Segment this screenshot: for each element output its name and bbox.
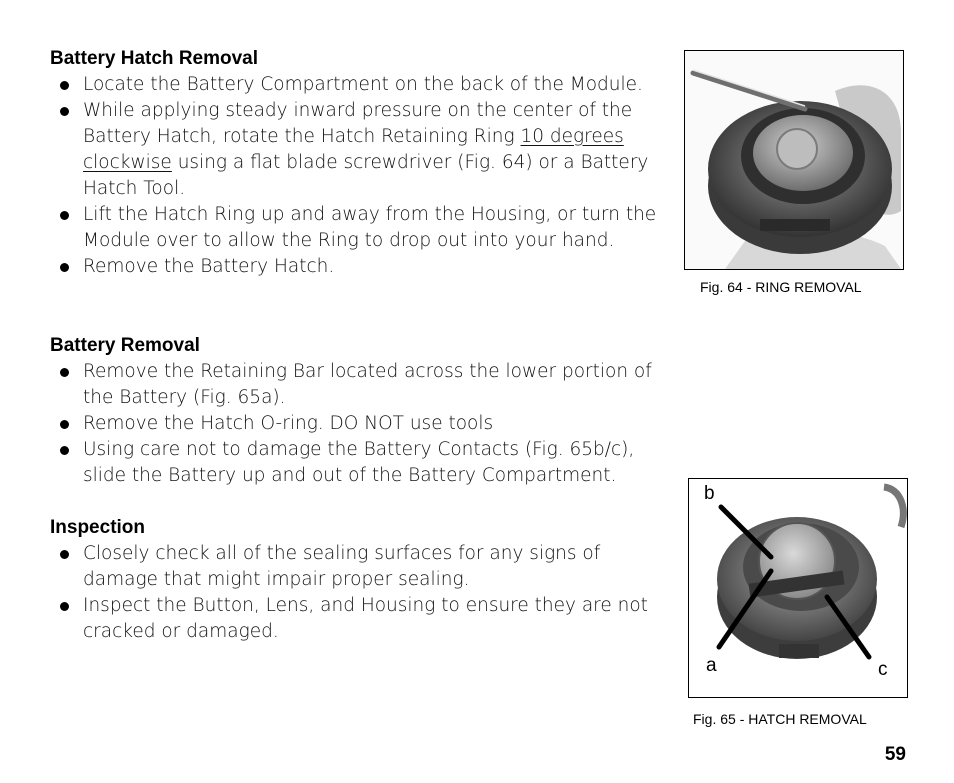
heading-inspection: Inspection bbox=[50, 517, 146, 538]
callout-label-c: c bbox=[878, 659, 888, 680]
list-item-text: Remove the Retaining Bar located across the lower portion of the Battery (Fig. 65a). bbox=[83, 361, 652, 408]
callout-label-a: a bbox=[706, 655, 717, 676]
list-item-text: Remove the Hatch O-ring. DO NOT use tools bbox=[83, 413, 494, 434]
bullet-icon bbox=[60, 420, 69, 429]
list-item-text: Inspect the Button, Lens, and Housing to ensure they are not cracked or damaged. bbox=[83, 595, 648, 642]
page-number: 59 bbox=[884, 744, 906, 765]
figure-64-caption: Fig. 64 - RING REMOVAL bbox=[700, 279, 862, 295]
module-hatch-removal-illustration bbox=[689, 479, 907, 697]
list-item bbox=[50, 411, 670, 437]
bullet-icon bbox=[60, 81, 69, 90]
list-item bbox=[50, 72, 670, 98]
bullet-icon bbox=[60, 107, 69, 116]
bullet-icon bbox=[60, 368, 69, 377]
list-item-text: Locate the Battery Compartment on the back of the Module. bbox=[83, 74, 643, 95]
list-item-text: Remove the Battery Hatch. bbox=[83, 256, 335, 277]
module-ring-removal-illustration bbox=[685, 51, 903, 269]
bullet-icon bbox=[60, 263, 69, 272]
figure-hatch-removal-photo bbox=[688, 478, 908, 698]
list-inspection bbox=[50, 541, 670, 645]
underlined-text: 10 degrees clockwise bbox=[83, 126, 624, 173]
list-item-text: using a flat blade screwdriver (Fig. 64) or a Battery Hatch Tool. bbox=[83, 152, 649, 199]
bullet-icon bbox=[60, 550, 69, 559]
list-item bbox=[50, 359, 670, 411]
heading-battery-removal: Battery Removal bbox=[50, 335, 200, 356]
list-battery-hatch-removal bbox=[50, 72, 670, 280]
list-item-text: Lift the Hatch Ring up and away from the Housing, or turn the Module over to allow the Ring to drop out into your hand. bbox=[83, 204, 657, 251]
list-item bbox=[50, 98, 670, 202]
list-item bbox=[50, 202, 670, 254]
heading-battery-hatch-removal: Battery Hatch Removal bbox=[50, 48, 259, 69]
bullet-icon bbox=[60, 602, 69, 611]
list-item bbox=[50, 593, 670, 645]
figure-ring-removal-photo bbox=[684, 50, 904, 270]
list-item bbox=[50, 541, 670, 593]
list-item-text: Closely check all of the sealing surfaces for any signs of damage that might impair proper sealing. bbox=[83, 543, 601, 590]
list-item-text: Using care not to damage the Battery Contacts (Fig. 65b/c), slide the Battery up and out of the Battery Compartment. bbox=[83, 439, 635, 486]
figure-65-caption: Fig. 65 - HATCH REMOVAL bbox=[693, 711, 867, 727]
list-item bbox=[50, 254, 670, 280]
bullet-icon bbox=[60, 446, 69, 455]
bullet-icon bbox=[60, 211, 69, 220]
list-item-text: While applying steady inward pressure on the center of the Battery Hatch, rotate the Hatch Retaining Ring bbox=[83, 100, 633, 147]
callout-label-b: b bbox=[704, 483, 715, 504]
list-item bbox=[50, 437, 670, 489]
list-battery-removal bbox=[50, 359, 670, 489]
